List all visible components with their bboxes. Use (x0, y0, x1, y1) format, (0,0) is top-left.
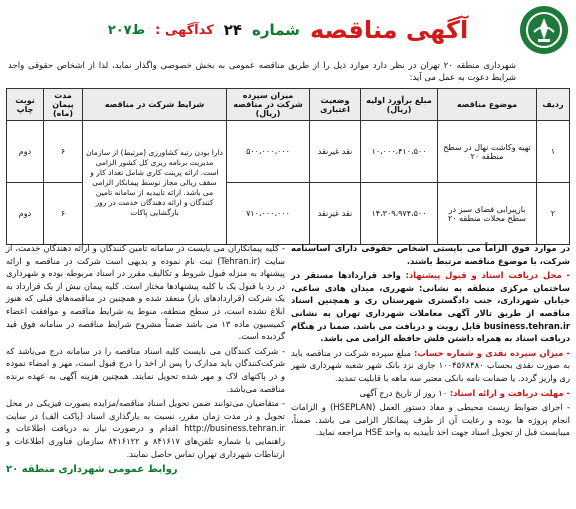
deadline-label: - مهلت دریافت و ارائه اسناد: (449, 387, 570, 398)
table-header-row (7, 89, 570, 121)
col-subject-header: موضوع مناقصه (438, 89, 537, 121)
left-column (6, 242, 285, 506)
col-print-header: نوبت چاپ (7, 89, 44, 121)
row-deposit: ۵۰۰،۰۰۰،۰۰۰ (227, 121, 310, 183)
row-duration: ۶ (44, 121, 83, 183)
deposit-label: - میزان سپرده نقدی و شماره حساب: (414, 347, 570, 358)
col-estimate-header: مبلغ برآورد اولیه (ریال) (361, 89, 438, 121)
notice-number-label: شماره (252, 21, 300, 39)
row-duration: ۶ (44, 183, 83, 245)
row-index: ۱ (537, 121, 570, 183)
deadline-text: ۱۰ روز از تاریخ درج آگهی (359, 387, 448, 398)
col-duration-header: مدت پیمان (ماه) (44, 89, 83, 121)
body-columns (6, 242, 570, 506)
legal-requirement-text: در موارد فوق الزاماً می بایستی اشخاص حقوقی دارای اساسنامه شرکت، با موضوع مناقصه مرتبط باشند. (291, 243, 570, 266)
submission-paragraph: - شرکت کنندگان می بایست کلیه اسناد مناقصه را در سامانه درج می‌باشد که شرکت‌کنندگان باید مدارک را پس از اخذ را درج قبول است، مهر و امضاء نموده و در پاکتهای لاک و مهر شده تحویل نمایند. همچنین هزینه آگهی به عهده برنده مناقصه می‌باشد. (6, 345, 285, 394)
row-estimate: ۱۴،۳۰۹،۹۷۴،۵۰۰ (361, 183, 438, 245)
logo-emblem-icon (524, 10, 564, 50)
row-print: دوم (7, 121, 44, 183)
right-column (291, 242, 570, 506)
row-print: دوم (7, 183, 44, 245)
table-row (7, 121, 570, 183)
col-deposit-header: میزان سپرده شرکت در مناقصه (ریال) (227, 89, 310, 121)
deadline-paragraph (291, 387, 570, 400)
intro-text: شهرداری منطقه ۲۰ تهران در نظر دارد موارد ذیل را از طریق مناقصه عمومی به بخش خصوصی واگذار نماید، لذا از اشخاص حقوقی واجد شرایط دعوت به عمل می آید: (8, 61, 516, 83)
document-location-paragraph (291, 269, 570, 345)
row-estimate: ۱۰،۰۰۰،۴۱۰،۵۰۰ (361, 121, 438, 183)
row-subject: بازپیرایی فضای سبز در سطح محلات منطقه ۲۰ (438, 183, 537, 245)
notice-code-label: کدآگهی : (155, 22, 214, 38)
registration-paragraph: - کلیه پیمانکاران می بایست در سامانه تامین کنندگان و ارائه دهندگان خدمت، از سایت (Tehran.ir) ثبت نام نموده و بدیهی است شرکت در مناقصه و ارائه پیشنهاد به منزله قبول شروط و تکالیف مقرر در اسناد مربوطه بوده و شهرداری در رد یا قبول یک یا کلیه پیشنهادها مختار است. کلیه پیمان بیش از یک قرارداد به یک شرکت (قراردادهای باز) منعقد شده و همچنین در مناقصه‌های قبلی که هنوز ابلاغ نشده است، در سطح منطقه، منوط به شرایط مناقصه و موافقت اعضاء کمیسیون ماده ۱۳ می باشد ضمناً مشروح شرایط مناقصه در سامانه فوق قید گردیده است. (6, 243, 285, 342)
row-subject: تهیه وکاشت نهال در سطح منطقه ۲۰ (438, 121, 537, 183)
row-conditions: دارا بودن رتبه کشاورزی (مرتبط) از سازمان مدیریت برنامه ریزی کل کشور الزامی است. ارائه پرینت کاری شامل تعداد کار و سقف ریالی مجاز توسط پیمانکار الزامی می باشد. ارائه تاییدیه از سامانه تامین کنندگان و ارائه دهندگان خدمت در روز بازگشایی پاکات (83, 121, 227, 245)
col-credit-header: وضعیت اعتباری (310, 89, 361, 121)
row-credit: نقد غیرنقد (310, 183, 361, 245)
document-location-text: واحد قراردادها مستقر در ساختمان مرکزی منطقه به نشانی: شهرری، میدان هادی ساعی، خیابان شهرداری، جنب دادگستری شهرستان ری و همچنین اسناد مناقصه از طریق تالار آگهی معاملات شهرداری تهران به نشانی business.tehran.ir قابل رویت و دریافت می باشد. ضمنا در هنگام دریافت اسناد به همراه داشتن فلش حافظه الزامی می باشد. (291, 270, 570, 344)
deposit-text: مبلغ سپرده شرکت در مناقصه باید به صورت نقدی بحساب ۱۰۰۴۵۶۸۴۸۰ جاری نزد بانک شهر شعبه شهرداری شهر ری واریز گردد. یا ضمانت نامه بانکی معتبر سه ماهه با قابلیت تمدید. (291, 347, 570, 383)
deposit-paragraph (291, 347, 570, 385)
row-deposit: ۷۱۰،۰۰۰،۰۰۰ (227, 183, 310, 245)
header (8, 4, 568, 56)
document-location-label: - محل دریافت اسناد و قبول پیشنهاد: (405, 270, 571, 281)
tehran-municipality-logo (520, 6, 568, 54)
page-title: آگهی مناقصه (309, 16, 469, 44)
notice-number: ۲۴ (223, 21, 242, 39)
row-credit: نقد غیرنقد (310, 121, 361, 183)
row-index: ۲ (537, 183, 570, 245)
public-relations-signature: روابط عمومی شهرداری منطقه ۲۰ (6, 464, 178, 476)
col-index-header: ردیف (537, 89, 570, 121)
title-block (56, 16, 520, 44)
tender-table (6, 88, 570, 245)
upload-paragraph: - متقاضیان می‌توانند ضمن تحویل اسناد مناقصه/مزایده بصورت فیزیکی در محل تحویل و در مدت زمان مقرر، نسبت به بارگذاری اسناد (پاکت الف) در سایت http://business.tehran.ir اقدام و درصورت نیاز به دریافت اطلاعات و راهنمایی با شماره تلفن‌های ۸۴۱۶۱۷ و ۸۴۱۶۱۲۲ سازمان فناوری اطلاعات و ارتباطات شهرداری تهران تماس حاصل نمایند. (6, 398, 285, 459)
col-conditions-header: شرایط شرکت در مناقصه (83, 89, 227, 121)
notice-code: ط۲۰۷ (107, 22, 146, 38)
hse-paragraph: - اجرای ضوابط زیست محیطی و مفاد دستور العمل (HSEPLAN) و الزامات انجام پروژه ها بوده و رعایت آن از طرف پیمانکار الزامی می باشد. ضمناً، میبایست قبل از تحویل اسناد جهت اخذ تأییدیه به واحد HSE مراجعه نماید. (291, 402, 570, 438)
